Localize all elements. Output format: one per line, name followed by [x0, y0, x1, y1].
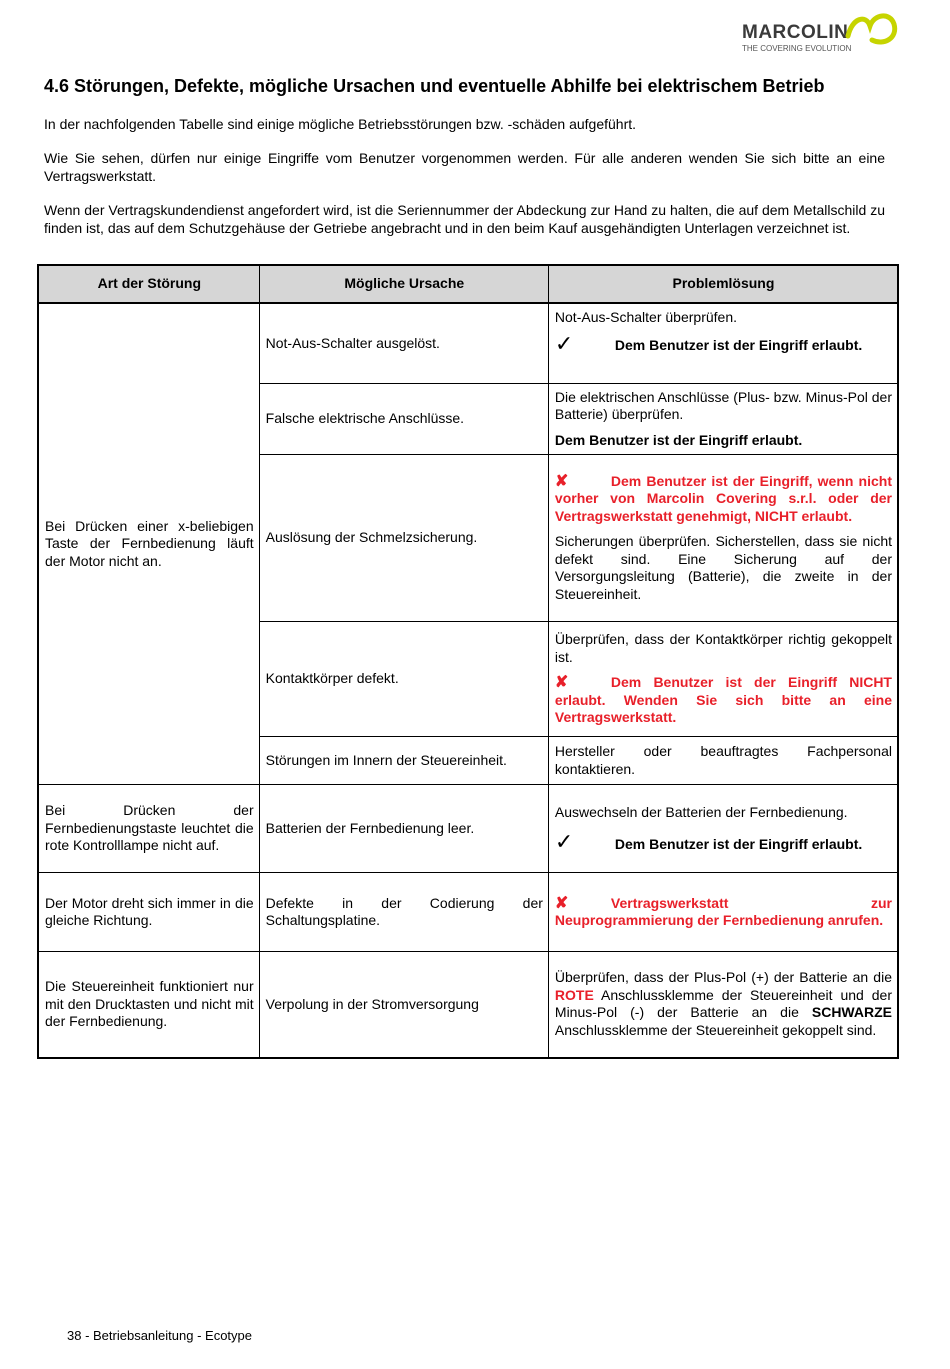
solution-text: Anschlussklemme der Steuereinheit und der Minus-Pol (-) der Batterie an die [554, 986, 893, 1021]
logo-swoosh-icon [844, 8, 900, 48]
fault-table [37, 264, 899, 1059]
table-row [38, 952, 898, 1058]
solution-text: Überprüfen, dass der Kontaktkörper richtig gekoppelt ist. [554, 631, 892, 665]
cause-cell: Defekte in der Codierung der Schaltungsplatine. [259, 873, 548, 952]
solution-cell [548, 303, 898, 383]
cause-cell: Not-Aus-Schalter ausgelöst. [259, 303, 548, 383]
cross-icon: ✘ [554, 472, 569, 490]
section-heading: 4.6 Störungen, Defekte, mögliche Ursachen und eventuelle Abhilfe bei elektrischem Betrieb [44, 76, 825, 96]
solution-text: Not-Aus-Schalter überprüfen. [554, 309, 737, 325]
logo-tagline: THE COVERING EVOLUTION [742, 44, 852, 53]
solution-text: Auswechseln der Batterien der Fernbedienung. [554, 803, 848, 820]
table-header-row [38, 265, 898, 303]
solution-cell [548, 873, 898, 952]
column-header-fault: Art der Störung [38, 265, 259, 303]
warning-text: Dem Benutzer ist der Eingriff NICHT erlaubt. Wenden Sie sich bitte an eine Vertragswerkstatt. [554, 674, 892, 726]
cross-icon: ✘ [554, 894, 569, 912]
serial-paragraph: Wenn der Vertragskundendienst angefordert wird, ist die Seriennummer der Abdeckung zur Hand zu halten, die auf dem Metallschild zu finden ist, das auf dem Schutzgehäuse der Getriebe angebracht und in den beim Kauf ausgehändigten Unterlagen verzeichnet ist. [44, 202, 885, 236]
fault-cell: Bei Drücken einer x-beliebigen Taste der Fernbedienung läuft der Motor nicht an. [38, 303, 259, 785]
user-allowed-text: Dem Benutzer ist der Eingriff erlaubt. [554, 431, 803, 448]
table-row [38, 785, 898, 873]
fault-cell: Der Motor dreht sich immer in die gleiche Richtung. [38, 873, 259, 952]
warning-note [555, 895, 892, 930]
cause-cell: Verpolung in der Stromversorgung [259, 952, 548, 1058]
user-allowed-note [555, 831, 892, 853]
info-paragraph: Wie Sie sehen, dürfen nur einige Eingriffe vom Benutzer vorgenommen werden. Für alle anderen wenden Sie sich bitte an eine Vertragswerkstatt. [44, 150, 885, 184]
solution-text: Die elektrischen Anschlüsse (Plus- bzw. Minus-Pol der Batterie) überprüfen. [554, 388, 892, 422]
user-allowed-note [554, 330, 892, 356]
solution-cell [548, 455, 898, 622]
solution-text: Anschlussklemme der Steuereinheit gekoppelt sind. [554, 1021, 877, 1038]
page-footer: 38 - Betriebsanleitung - Ecotype [67, 1328, 252, 1343]
warning-text: Vertragswerkstatt zur Neuprogrammierung der Fernbedienung anrufen. [554, 894, 892, 928]
checkmark-icon: ✓ [554, 829, 574, 855]
user-allowed-text: Dem Benutzer ist der Eingriff erlaubt. [614, 337, 863, 353]
cause-cell: Kontaktkörper defekt. [259, 622, 548, 737]
solution-cell [548, 383, 898, 455]
cause-cell: Falsche elektrische Anschlüsse. [259, 383, 548, 455]
solution-cell [548, 622, 898, 737]
solution-cell [548, 952, 898, 1058]
checkmark-icon: ✓ [554, 330, 574, 356]
fault-cell: Die Steuereinheit funktioniert nur mit den Drucktasten und nicht mit der Fernbedienung. [38, 952, 259, 1058]
column-header-cause: Mögliche Ursache [259, 265, 548, 303]
user-allowed-text: Dem Benutzer ist der Eingriff erlaubt. [614, 835, 863, 852]
company-logo [740, 8, 900, 56]
intro-paragraph: In der nachfolgenden Tabelle sind einige mögliche Betriebsstörungen bzw. -schäden aufgeführt. [44, 116, 637, 132]
warning-note [555, 473, 892, 526]
solution-cell: Hersteller oder beauftragtes Fachpersonal kontaktieren. [548, 737, 898, 785]
warning-text: Dem Benutzer ist der Eingriff, wenn nicht vorher von Marcolin Covering s.r.l. oder der Vertragswerkstatt genehmigt, NICHT erlaubt. [554, 472, 892, 524]
fault-cell: Bei Drücken der Fernbedienungstaste leuchtet die rote Kontrolllampe nicht auf. [38, 785, 259, 873]
cause-cell: Batterien der Fernbedienung leer. [259, 785, 548, 873]
table-row [38, 873, 898, 952]
cause-cell: Störungen im Innern der Steuereinheit. [259, 737, 548, 785]
solution-cell [548, 785, 898, 873]
red-terminal-label: ROTE [554, 986, 594, 1003]
black-terminal-label: SCHWARZE [811, 1004, 892, 1021]
solution-text: Sicherungen überprüfen. Sicherstellen, dass sie nicht defekt sind. Eine Sicherung auf der Versorgungsleitung (Batterie), die zweite in der Steuereinheit. [554, 533, 892, 602]
cause-cell: Auslösung der Schmelzsicherung. [259, 455, 548, 622]
logo-brand: MARCOLIN [742, 22, 849, 43]
column-header-solution: Problemlösung [548, 265, 898, 303]
table-row [38, 303, 898, 383]
cross-icon: ✘ [554, 674, 569, 692]
solution-text: Überprüfen, dass der Plus-Pol (+) der Batterie an die [554, 969, 892, 986]
warning-note [555, 674, 892, 727]
